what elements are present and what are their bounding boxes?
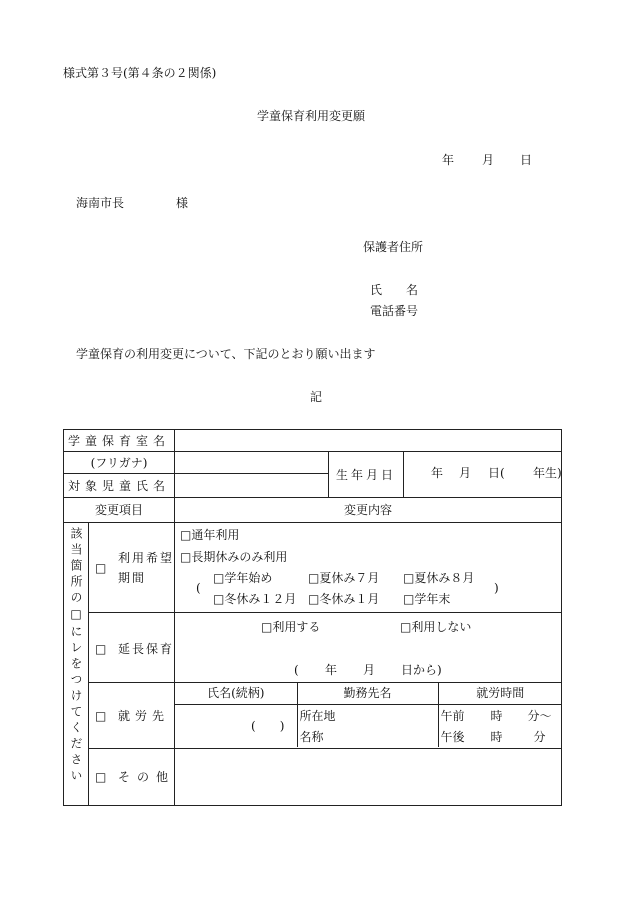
other-item-cell (89, 749, 175, 806)
pm-minute-unit: 分 (533, 729, 546, 744)
birthdate-field[interactable] (404, 452, 562, 498)
sub-options-paren-open: ( (196, 581, 201, 595)
option-term-start[interactable]: □学年始め (213, 571, 273, 585)
am-minute-unit: 分～ (527, 708, 552, 723)
extended-option-use[interactable]: □利用する (261, 620, 321, 634)
hours-header: 就労時間 (438, 683, 562, 704)
am-label: 午前 (440, 708, 465, 723)
work-item-cell (89, 683, 175, 749)
work-checkbox[interactable]: □ (95, 709, 107, 723)
extended-from-month: 月 (363, 663, 376, 677)
am-hour-unit: 時 (490, 708, 503, 723)
option-term-end[interactable]: □学年末 (403, 592, 451, 606)
addressee-name: 海南市長 (76, 196, 125, 210)
hours-field[interactable] (438, 704, 562, 747)
extended-label: 延長保育 (118, 642, 175, 656)
relation-parens: ( ) (251, 718, 285, 733)
pm-hour-unit: 時 (490, 729, 503, 744)
sub-options-paren-close: ) (494, 581, 499, 595)
usage-label-line1: 利用希望 (118, 551, 175, 565)
option-all-year[interactable]: □通年利用 (180, 528, 240, 542)
date-day-label: 日 (520, 153, 533, 167)
pm-label: 午後 (440, 729, 465, 744)
extended-content-cell (175, 613, 562, 683)
work-content-cell (175, 683, 562, 749)
extended-checkbox[interactable]: □ (95, 642, 107, 656)
furigana-label: (フリガナ) (64, 452, 175, 474)
name-relation-field[interactable] (175, 704, 297, 747)
extended-option-not-use[interactable]: □利用しない (400, 620, 472, 634)
option-winter-january[interactable]: □冬休み１月 (308, 592, 380, 606)
birth-month-unit: 月 (459, 466, 472, 480)
usage-label-line2: 期間 (118, 571, 147, 585)
child-name-field[interactable] (175, 474, 329, 498)
option-winter-december[interactable]: □冬休み１２月 (213, 592, 297, 606)
room-field[interactable] (175, 430, 562, 452)
applicant-name-label: 氏 名 (370, 283, 419, 297)
option-summer-july[interactable]: □夏休み７月 (308, 571, 380, 585)
side-instruction: 該当箇所の□にレをつけてください (69, 527, 83, 785)
room-label: 学童保育室名 (64, 430, 175, 452)
other-content-field[interactable] (175, 749, 562, 806)
option-summer-august[interactable]: □夏休み８月 (403, 571, 475, 585)
date-year-label: 年 (442, 153, 455, 167)
extended-item-cell (89, 613, 175, 683)
addressee-honorific: 様 (176, 196, 189, 210)
workplace-header: 勤務先名 (297, 683, 438, 704)
workplace-field[interactable] (297, 704, 438, 747)
furigana-field[interactable] (175, 452, 329, 474)
side-instruction-cell (64, 523, 89, 806)
birth-year-unit: 年 (431, 466, 444, 480)
other-label: その他 (118, 770, 176, 784)
child-name-label: 対象児童氏名 (64, 474, 175, 498)
applicant-address-label: 保護者住所 (363, 240, 424, 254)
application-table (63, 429, 562, 806)
form-number: 様式第３号(第４条の２関係) (63, 66, 217, 80)
ki-label: 記 (310, 390, 323, 404)
birth-day-unit: 日( (488, 466, 505, 480)
company-name-label: 名称 (299, 729, 324, 744)
name-relation-header: 氏名(続柄) (175, 683, 297, 704)
intro-text: 学童保育の利用変更について、下記のとおり願い出ます (76, 347, 376, 361)
usage-content-cell (175, 523, 562, 613)
applicant-phone-label: 電話番号 (370, 304, 419, 318)
location-label: 所在地 (299, 708, 336, 723)
work-label: 就労先 (118, 709, 170, 723)
usage-checkbox[interactable]: □ (95, 561, 107, 575)
extended-from-paren: ( (294, 663, 299, 677)
other-checkbox[interactable]: □ (95, 770, 107, 784)
extended-from-day: 日から) (401, 663, 442, 677)
birth-grade-unit: 年生) (533, 466, 562, 480)
birthdate-label: 生年月日 (329, 452, 404, 498)
work-subtable (175, 683, 562, 747)
change-content-header: 変更内容 (175, 498, 562, 523)
page-title: 学童保育利用変更願 (257, 109, 366, 123)
date-month-label: 月 (482, 153, 495, 167)
change-item-header: 変更項目 (64, 498, 175, 523)
extended-from-year: 年 (325, 663, 338, 677)
usage-item-cell (89, 523, 175, 613)
option-long-break[interactable]: □長期休みのみ利用 (180, 550, 288, 564)
